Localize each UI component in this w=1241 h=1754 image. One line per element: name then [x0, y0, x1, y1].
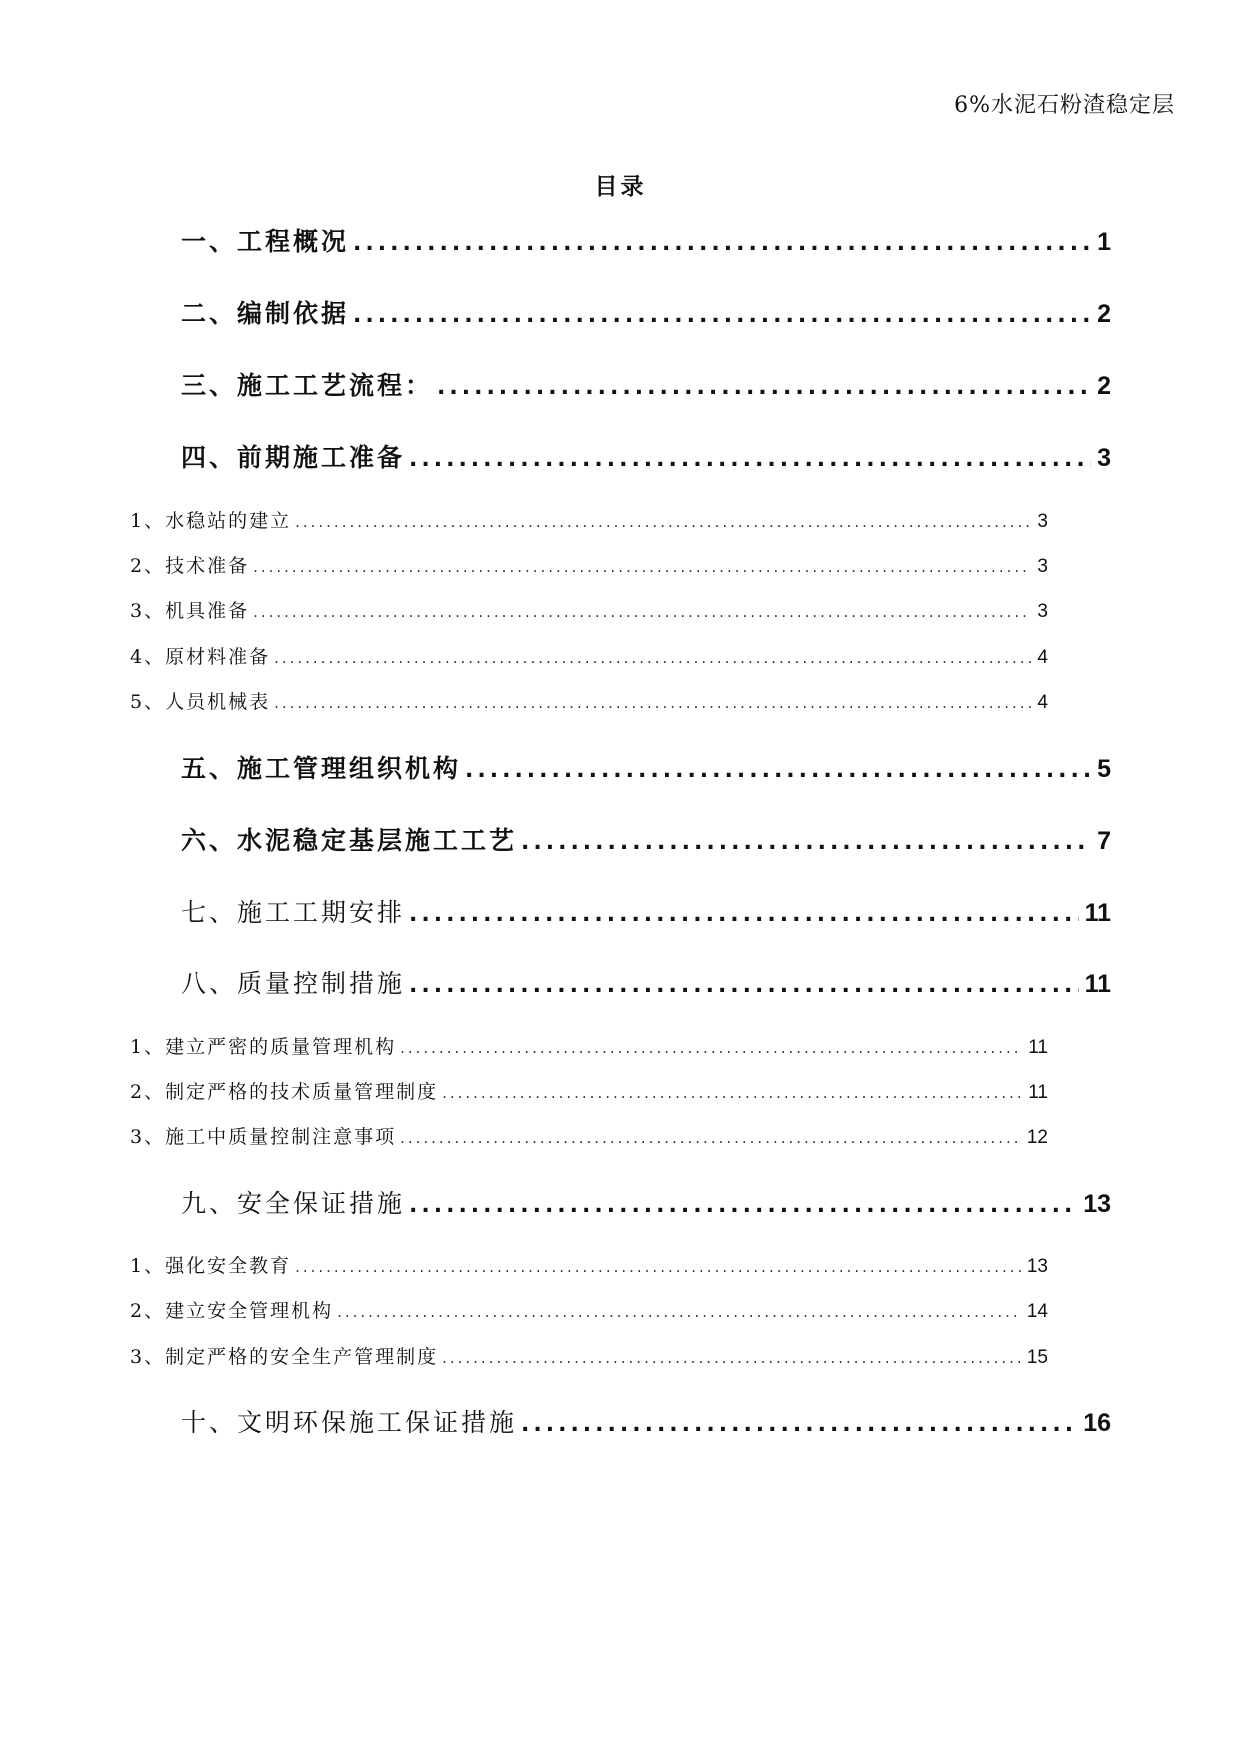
toc-leader-dots	[274, 694, 1031, 712]
toc-entry-subsection-4-2[interactable]	[130, 551, 1048, 578]
toc-entry-label: 1、建立严密的质量管理机构	[130, 1036, 397, 1058]
toc-entry-label: 八、质量控制措施	[181, 969, 406, 998]
toc-leader-dots	[521, 1412, 1077, 1437]
toc-entry-subsection-8-3[interactable]	[130, 1122, 1048, 1149]
toc-page-number: 2	[1097, 300, 1111, 328]
running-header: 6%水泥石粉渣稳定层	[954, 93, 1175, 118]
toc-entry-section-4[interactable]	[181, 438, 1111, 474]
toc-entry-section-5[interactable]	[181, 749, 1111, 785]
toc-page-number: 2	[1097, 372, 1111, 400]
toc-leader-dots	[274, 649, 1031, 667]
toc-entry-subsection-4-3[interactable]	[130, 596, 1048, 623]
toc-leader-dots	[465, 758, 1091, 783]
toc-entry-subsection-4-1[interactable]	[130, 506, 1048, 533]
toc-entry-section-10[interactable]	[181, 1403, 1111, 1439]
toc-leader-dots	[295, 1258, 1021, 1276]
toc-entry-label: 四、前期施工准备	[181, 443, 406, 472]
toc-page-number: 1	[1097, 228, 1111, 256]
toc-page-number: 12	[1026, 1127, 1048, 1148]
toc-page-number: 14	[1026, 1301, 1048, 1322]
toc-entry-label: 4、原材料准备	[130, 646, 271, 668]
toc-entry-subsection-9-3[interactable]	[130, 1342, 1048, 1369]
toc-leader-dots	[409, 1193, 1077, 1218]
toc-entry-label: 3、机具准备	[130, 600, 250, 622]
toc-entry-subsection-8-1[interactable]	[130, 1032, 1048, 1059]
toc-page-number: 3	[1037, 511, 1048, 532]
toc-page-number: 13	[1026, 1256, 1048, 1277]
toc-entry-label: 2、建立安全管理机构	[130, 1300, 334, 1322]
toc-page-number: 4	[1037, 692, 1048, 713]
toc-page-number: 11	[1084, 970, 1111, 998]
toc-entry-section-8[interactable]	[181, 964, 1111, 1000]
toc-entry-subsection-4-5[interactable]	[130, 687, 1048, 714]
toc-entry-label: 二、编制依据	[181, 299, 350, 328]
toc-leader-dots	[442, 1349, 1021, 1367]
toc-entry-subsection-9-1[interactable]	[130, 1251, 1048, 1278]
toc-entry-subsection-4-4[interactable]	[130, 642, 1048, 669]
toc-leader-dots	[521, 830, 1091, 855]
toc-page-number: 3	[1037, 601, 1048, 622]
toc-entry-label: 5、人员机械表	[130, 691, 271, 713]
toc-page-number: 11	[1028, 1082, 1048, 1103]
toc-entry-label: 3、制定严格的安全生产管理制度	[130, 1346, 439, 1368]
toc-leader-dots	[442, 1084, 1022, 1102]
toc-entry-label: 六、水泥稳定基层施工工艺	[181, 826, 518, 855]
toc-leader-dots	[253, 603, 1031, 621]
toc-entry-label: 七、施工工期安排	[181, 898, 406, 927]
toc-entry-label: 3、施工中质量控制注意事项	[130, 1126, 397, 1148]
toc-page-number: 4	[1037, 647, 1048, 668]
toc-entry-label: 一、工程概况	[181, 227, 350, 256]
toc-leader-dots	[400, 1039, 1022, 1057]
toc-page-number: 13	[1083, 1190, 1111, 1218]
toc-entry-label: 2、技术准备	[130, 555, 250, 577]
toc-title: 目录	[594, 173, 647, 200]
toc-entry-subsection-9-2[interactable]	[130, 1296, 1048, 1323]
toc-page-number: 16	[1083, 1409, 1111, 1437]
toc-entry-label: 九、安全保证措施	[181, 1189, 406, 1218]
toc-entry-section-6[interactable]	[181, 821, 1111, 857]
toc-leader-dots	[353, 231, 1091, 256]
toc-page-number: 3	[1097, 444, 1111, 472]
toc-entry-section-1[interactable]	[181, 222, 1111, 258]
toc-leader-dots	[353, 303, 1091, 328]
toc-entry-section-3[interactable]	[181, 366, 1111, 402]
toc-page-number: 15	[1026, 1347, 1048, 1368]
toc-leader-dots	[409, 447, 1091, 472]
toc-page-number: 11	[1028, 1037, 1048, 1058]
toc-entry-label: 1、强化安全教育	[130, 1255, 292, 1277]
toc-page-number: 5	[1097, 755, 1111, 783]
toc-entry-label: 三、施工工艺流程：	[181, 371, 434, 400]
toc-leader-dots	[253, 558, 1031, 576]
toc-leader-dots	[437, 375, 1091, 400]
toc-entry-section-7[interactable]	[181, 893, 1111, 929]
toc-leader-dots	[409, 902, 1079, 927]
toc-entry-label: 2、制定严格的技术质量管理制度	[130, 1081, 439, 1103]
toc-leader-dots	[337, 1303, 1021, 1321]
toc-entry-section-9[interactable]	[181, 1184, 1111, 1220]
toc-leader-dots	[295, 513, 1031, 531]
toc-entry-label: 五、施工管理组织机构	[181, 754, 462, 783]
toc-entry-label: 1、水稳站的建立	[130, 510, 292, 532]
toc-leader-dots	[409, 973, 1079, 998]
toc-page-number: 3	[1037, 556, 1048, 577]
toc-page-number: 7	[1097, 827, 1111, 855]
toc-page-number: 11	[1084, 899, 1111, 927]
toc-entry-label: 十、文明环保施工保证措施	[181, 1408, 518, 1437]
toc-entry-section-2[interactable]	[181, 294, 1111, 330]
toc-leader-dots	[400, 1129, 1021, 1147]
toc-entry-subsection-8-2[interactable]	[130, 1077, 1048, 1104]
